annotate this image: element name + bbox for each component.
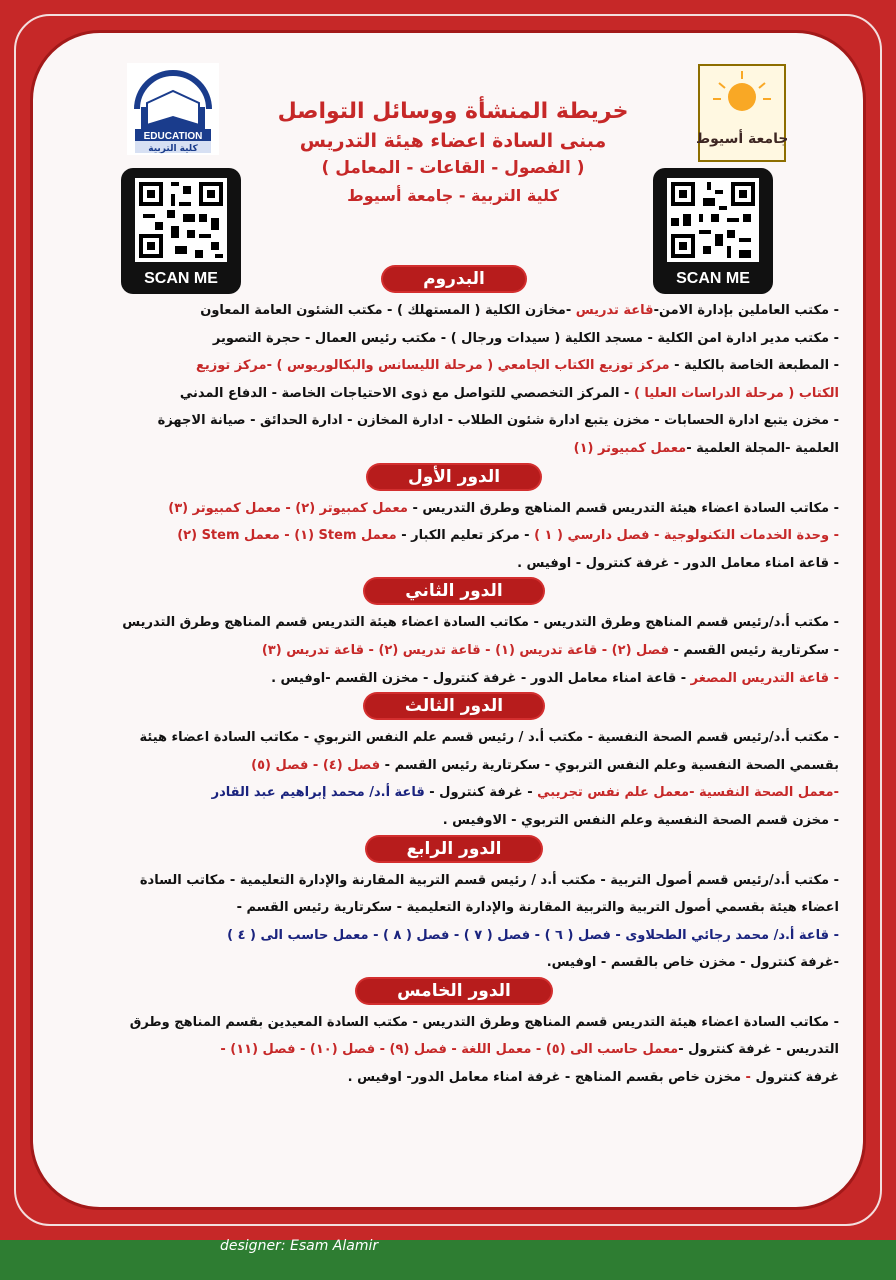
education-logo bbox=[127, 63, 219, 155]
floor-line bbox=[69, 522, 839, 550]
line-segment: - سكرتارية رئيس القسم - bbox=[668, 642, 839, 658]
line-segment: فصل (٢) - قاعة تدريس (١) - قاعة تدريس (٢) - قاعة تدريس (٣) bbox=[261, 642, 669, 658]
line-segment: معمل حاسب الى (٥) - معمل اللغة - فصل (٩) - فصل (١٠) - فصل (١١) - bbox=[220, 1042, 679, 1058]
line-segment: قاعة تدريس bbox=[575, 303, 654, 318]
line-segment: - مركز تعليم الكبار - bbox=[396, 528, 530, 544]
line-segment: -معمل الصحة النفسية -معمل علم نفس تجريبي bbox=[532, 785, 839, 801]
floors-list bbox=[69, 267, 839, 1094]
floor-line bbox=[69, 665, 839, 693]
header-titles bbox=[233, 93, 673, 205]
line-segment: - قاعة امناء معامل الدور - غرفة كنترول - اوفيس . bbox=[517, 555, 839, 571]
floor-line bbox=[69, 637, 839, 665]
line-segment: مخزن خاص بقسم المناهج - غرفة امناء معامل الدور- اوفيس . bbox=[347, 1070, 742, 1086]
assiut-logo-text: جامعة أسيوط bbox=[697, 131, 787, 147]
line-segment: معمل كمبيوتر (٢) - معمل كمبيوتر (٣) bbox=[168, 500, 408, 516]
floor-header bbox=[69, 465, 839, 495]
line-segment: - مكتب مدير ادارة امن الكلية - مسجد الكلية ( سيدات ورجال ) - مكتب رئيس العمال - حجرة التصوير bbox=[212, 330, 839, 346]
line-segment: معمل Stem (١) - معمل Stem (٢) bbox=[177, 528, 397, 544]
line-segment: - مخزن قسم الصحة النفسية وعلم النفس التربوي - الاوفيس . bbox=[442, 812, 839, 828]
scan-me-label-left: SCAN ME bbox=[144, 270, 218, 287]
floor-line bbox=[69, 352, 839, 380]
line-segment: غرفة كنترول bbox=[750, 1070, 839, 1086]
floor-line bbox=[69, 407, 839, 435]
line-segment: - bbox=[741, 1070, 751, 1086]
floor-line bbox=[69, 752, 839, 780]
floor-line bbox=[69, 894, 839, 922]
dean-title bbox=[113, 1208, 333, 1210]
line-segment: - المطبعة الخاصة بالكلية - bbox=[669, 358, 839, 374]
floor-line bbox=[69, 325, 839, 353]
floor-header bbox=[69, 267, 839, 297]
floor-line bbox=[69, 380, 839, 408]
line-segment: - وحدة الخدمات التكنولوجية - فصل دارسي ( ١ ) bbox=[529, 528, 839, 544]
line-segment: الكتاب ( مرحلة الدراسات العليا ) bbox=[629, 385, 839, 401]
floor-header bbox=[69, 979, 839, 1009]
floor-section bbox=[69, 267, 839, 463]
subtitle: ( الفصول - القاعات - المعامل ) bbox=[321, 158, 585, 178]
floor-header bbox=[69, 837, 839, 867]
floor-section bbox=[69, 979, 839, 1092]
education-logo-arabic: كلية التربية bbox=[148, 144, 198, 154]
line-segment: - مكتب أ.د/رئيس قسم أصول التربية - مكتب أ.د / رئيس قسم التربية المقارنة والإدارة التعليمية - مكاتب السادة bbox=[139, 872, 839, 888]
floor-line bbox=[69, 867, 839, 895]
floor-section bbox=[69, 465, 839, 578]
line-segment: -غرفة كنترول - مخزن خاص بالقسم - اوفيس. bbox=[546, 955, 839, 971]
scan-me-label-right: SCAN ME bbox=[676, 270, 750, 287]
line-segment: - مخزن يتبع ادارة الحسابات - مخزن يتبع ادارة شئون الطلاب - ادارة المخازن - ادارة الحدائق - صيانة الاجهزة bbox=[157, 413, 839, 429]
floor-name-badge: الدور الثالث bbox=[365, 694, 543, 718]
floor-header bbox=[69, 579, 839, 609]
floor-line bbox=[69, 435, 839, 463]
floor-name-badge: الدور الثاني bbox=[365, 579, 542, 603]
floor-line bbox=[69, 724, 839, 752]
floor-section bbox=[69, 579, 839, 692]
floor-line bbox=[69, 807, 839, 835]
line-segment: مركز توزيع الكتاب الجامعي ( مرحلة الليسانس والبكالوريوس ) -مركز توزيع bbox=[195, 358, 670, 374]
floor-line bbox=[69, 550, 839, 578]
line-segment: - مكتب أ.د/رئيس قسم المناهج وطرق التدريس - مكاتب السادة اعضاء هيئة التدريس قسم المناهج وطرق التدريس bbox=[122, 615, 839, 631]
education-logo-text: EDUCATION bbox=[143, 131, 203, 142]
line-segment: التدريس - غرفة كنترول - bbox=[678, 1042, 839, 1058]
qr-pattern-left bbox=[135, 178, 227, 262]
line-segment: - قاعة التدريس المصغر bbox=[686, 670, 839, 686]
floor-name-badge: الدور الرابع bbox=[367, 837, 542, 861]
building-title: مبنى السادة اعضاء هيئة التدريس bbox=[299, 130, 607, 152]
floor-name-badge: البدروم bbox=[383, 267, 525, 291]
floor-line bbox=[69, 1064, 839, 1092]
line-segment: -مخازن الكلية ( المستهلك ) - مكتب الشئون العامة المعاون bbox=[200, 303, 576, 318]
assiut-university-logo bbox=[697, 63, 787, 163]
floor-line bbox=[69, 949, 839, 977]
floor-name-badge: الدور الخامس bbox=[357, 979, 551, 1003]
line-segment: اعضاء هيئة بقسمي أصول التربية والتربية المقارنة والإدارة التعليمية - سكرتارية رئيس القسم - bbox=[236, 900, 839, 916]
floor-line bbox=[69, 609, 839, 637]
floor-line bbox=[69, 1009, 839, 1037]
line-segment: قاعة أ.د/ محمد إبراهيم عبد القادر bbox=[211, 785, 425, 801]
floor-line bbox=[69, 922, 839, 950]
floor-line bbox=[69, 779, 839, 807]
poster-card bbox=[30, 30, 866, 1210]
page-title: خريطة المنشأة ووسائل التواصل bbox=[277, 99, 629, 124]
dean-signature bbox=[113, 1208, 333, 1210]
line-segment: - مكاتب السادة اعضاء هيئة التدريس قسم المناهج وطرق التدريس - bbox=[407, 500, 839, 516]
line-segment: - غرفة كنترول - bbox=[424, 785, 533, 801]
line-segment: معمل كمبيوتر (١) bbox=[573, 440, 687, 456]
floor-line bbox=[69, 495, 839, 523]
floor-line bbox=[69, 1036, 839, 1064]
floor-header bbox=[69, 694, 839, 724]
line-segment: - مكاتب السادة اعضاء هيئة التدريس قسم المناهج وطرق التدريس - مكتب السادة المعيدين بقسم المناهج وطرق bbox=[129, 1014, 839, 1030]
bottom-strip bbox=[0, 1240, 896, 1280]
line-segment: فصل (٤) - فصل (٥) bbox=[251, 757, 381, 773]
line-segment: - مكتب أ.د/رئيس قسم الصحة النفسية - مكتب أ.د / رئيس قسم علم النفس التربوي - مكاتب السادة اعضاء هيئة bbox=[139, 730, 839, 746]
line-segment: العلمية -المجلة العلمية - bbox=[686, 440, 839, 456]
line-segment: - مكتب العاملين بإدارة الامن- bbox=[653, 303, 839, 318]
line-segment: بقسمي الصحة النفسية وعلم النفس التربوي - سكرتارية رئيس القسم - bbox=[380, 757, 839, 773]
qr-pattern-right bbox=[667, 178, 759, 262]
line-segment: - قاعة امناء معامل الدور - غرفة كنترول - مخزن القسم -اوفيس . bbox=[271, 670, 687, 686]
floor-name-badge: الدور الأول bbox=[368, 465, 540, 489]
designer-credit: designer: Esam Alamir bbox=[220, 1238, 379, 1254]
line-segment: - قاعة أ.د/ محمد رجائي الطحلاوى - فصل ( ٦ ) - فصل ( ٧ ) - فصل ( ٨ ) - معمل حاسب الى ( ٤ ) bbox=[227, 927, 839, 943]
floor-line bbox=[69, 297, 839, 325]
floor-section bbox=[69, 694, 839, 834]
college-name: كلية التربية - جامعة أسيوط bbox=[347, 186, 559, 205]
line-segment: - المركز التخصصي للتواصل مع ذوى الاحتياجات الخاصة - الدفاع المدني bbox=[179, 385, 630, 401]
floor-section bbox=[69, 837, 839, 977]
